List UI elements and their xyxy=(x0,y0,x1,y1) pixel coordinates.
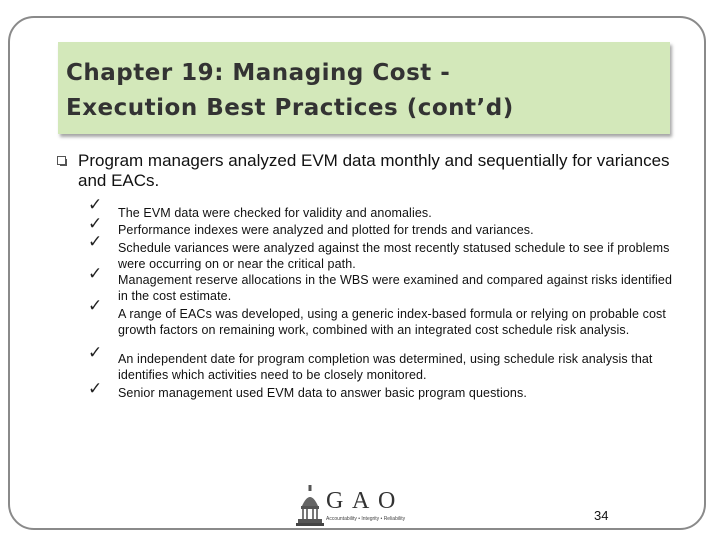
sub-bullet-5: A range of EACs was developed, using a generic index-based formula or relying on probable cost growth factors on remaining work, combined with an integrated cost schedule risk analysis. xyxy=(118,307,666,337)
gao-logo xyxy=(296,484,422,528)
sub-bullet-2: Performance indexes were analyzed and plotted for trends and variances. xyxy=(118,223,534,237)
sub-bullet-6: An independent date for program completion was determined, using schedule risk analysis that identifies which activities need to be closely monitored. xyxy=(118,352,653,382)
check-icon: ✓ xyxy=(88,195,103,215)
slide-title-line-2: Execution Best Practices (cont’d) xyxy=(66,95,514,121)
main-bullet-text: Program managers analyzed EVM data monthly and sequentially for variances and EACs. xyxy=(78,151,670,190)
check-icon: ✓ xyxy=(88,214,103,234)
sub-bullet-7: Senior management used EVM data to answer basic program questions. xyxy=(118,386,527,400)
sub-bullet-3: Schedule variances were analyzed against the most recently statused schedule to see if problems were occurring on or near the critical path. xyxy=(118,241,670,271)
page-number: 34 xyxy=(594,508,609,523)
title-box xyxy=(58,42,670,134)
gao-tagline: Accountability • Integrity • Reliability xyxy=(326,516,406,522)
check-icon: ✓ xyxy=(88,343,103,363)
check-icon: ✓ xyxy=(88,264,103,284)
sub-bullet-4: Management reserve allocations in the WBS were examined and compared against risks identified in the cost estimate. xyxy=(118,273,673,303)
slide-title-line-1: Chapter 19: Managing Cost - xyxy=(66,60,451,86)
check-icon: ✓ xyxy=(88,232,103,252)
gao-letters: G A O xyxy=(326,488,398,514)
square-bullet-icon xyxy=(57,156,66,165)
check-icon: ✓ xyxy=(88,296,103,316)
capitol-dome-icon xyxy=(296,484,324,528)
sub-bullet-1: The EVM data were checked for validity and anomalies. xyxy=(118,206,432,220)
check-icon: ✓ xyxy=(88,379,103,399)
